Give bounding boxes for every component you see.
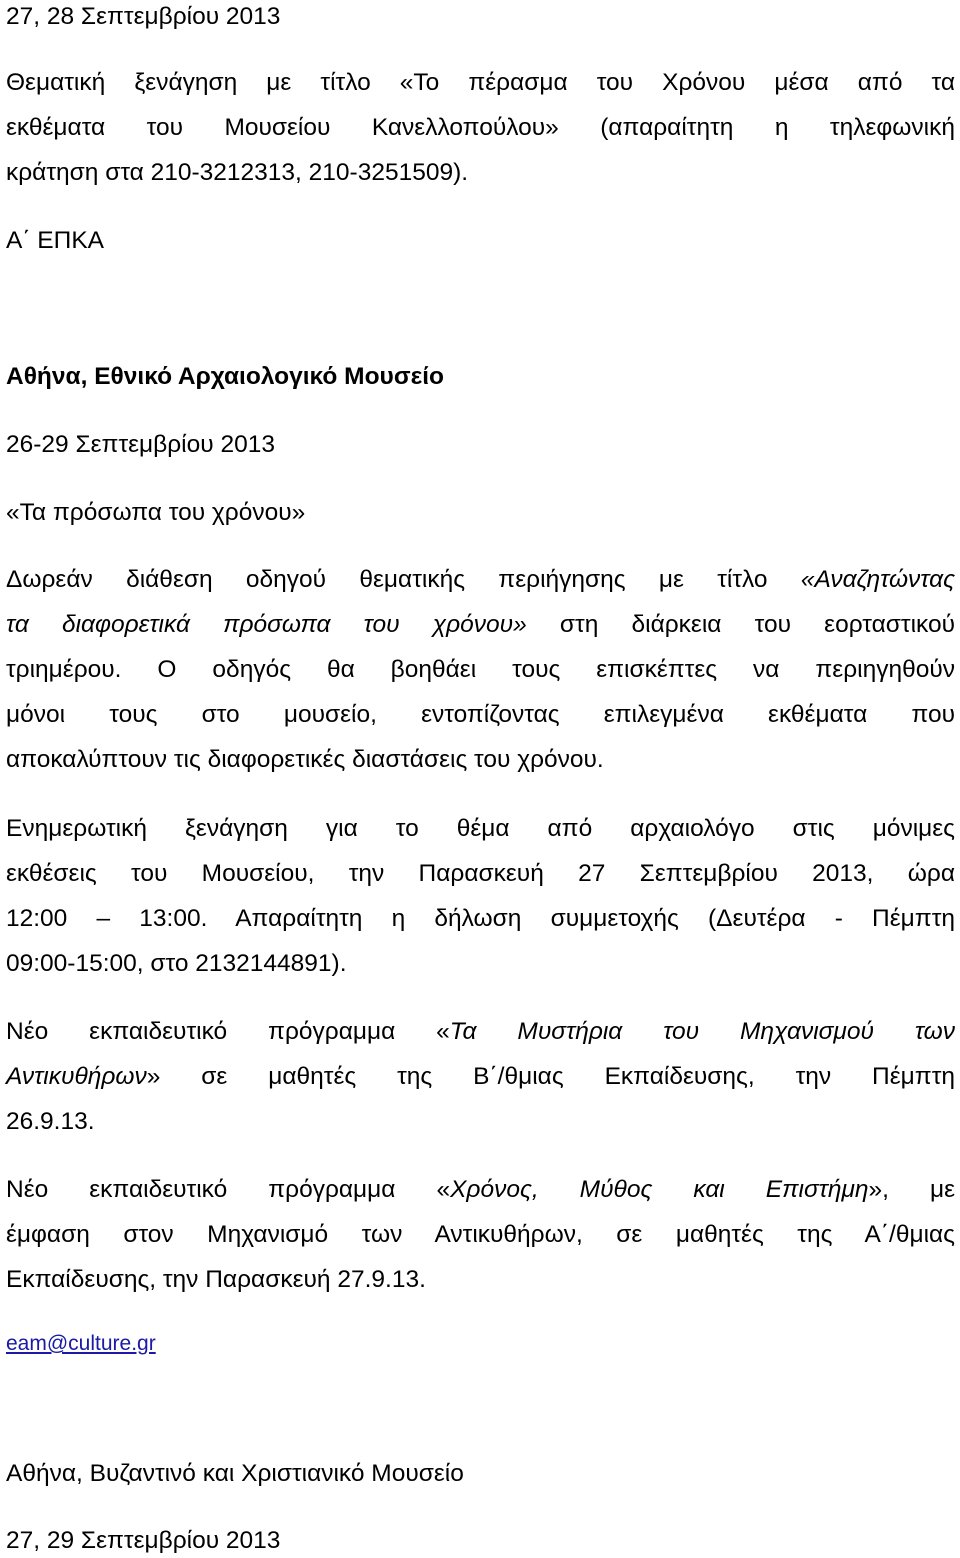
info-tour-line-2: εκθέσεις του Μουσείου, την Παρασκευή 27 Σεπτεμβρίου 2013, ώρα: [6, 860, 955, 887]
guide-line-2-text: στη διάρκεια του εορταστικού: [526, 611, 955, 638]
email-link[interactable]: eam@culture.gr: [6, 1332, 156, 1355]
event-title: «Τα πρόσωπα του χρόνου»: [6, 499, 306, 526]
guide-line-4: μόνοι τους στο μουσείο, εντοπίζοντας επιλεγμένα εκθέματα που: [6, 701, 955, 728]
program2-line-1-text: Νέο εκπαιδευτικό πρόγραμμα «: [6, 1176, 451, 1203]
tour1-line-2: εκθέματα του Μουσείου Κανελλοπούλου» (απαραίτητη η τηλεφωνική: [6, 114, 955, 141]
program2-line-1-end: », με: [868, 1176, 956, 1203]
guide-line-1-text: Δωρεάν διάθεση οδηγού θεματικής περιήγησης με τίτλο: [6, 566, 801, 593]
venue1-heading: Αθήνα, Εθνικό Αρχαιολογικό Μουσείο: [6, 363, 444, 390]
program1-title-start: Τα Μυστήρια του Μηχανισμού των: [449, 1018, 955, 1045]
program1-title-end: Αντικυθήρων: [6, 1063, 147, 1090]
guide-line-3: τριημέρου. Ο οδηγός θα βοηθάει τους επισκέπτες να περιηγηθούν: [6, 656, 955, 683]
guide-line-2: [6, 608, 955, 642]
program1-line-2-text: » σε μαθητές της Β΄/θμιας Εκπαίδευσης, την Πέμπτη: [146, 1063, 955, 1090]
venue1-dates: 26-29 Σεπτεμβρίου 2013: [6, 431, 275, 458]
program2-title: Χρόνος, Μύθος και Επιστήμη: [450, 1176, 869, 1203]
guide-line-5: αποκαλύπτουν τις διαφορετικές διαστάσεις του χρόνου.: [6, 746, 604, 773]
program1-line-1-text: Νέο εκπαιδευτικό πρόγραμμα «: [6, 1018, 450, 1045]
program2-line-1: [6, 1173, 955, 1207]
venue2-heading: Αθήνα, Βυζαντινό και Χριστιανικό Μουσείο: [6, 1460, 464, 1487]
info-tour-line-4: 09:00-15:00, στο 2132144891).: [6, 950, 347, 977]
guide-title-start: «Αναζητώντας: [800, 566, 955, 593]
tour1-line-1: Θεματική ξενάγηση με τίτλο «Το πέρασμα του Χρόνου μέσα από τα: [6, 69, 955, 96]
venue2-dates: 27, 29 Σεπτεμβρίου 2013: [6, 1527, 281, 1554]
program2-line-2: έμφαση στον Μηχανισμό των Αντικυθήρων, σε μαθητές της Α΄/θμιας: [6, 1221, 955, 1248]
program1-line-2: [6, 1060, 955, 1094]
info-tour-line-1: Ενημερωτική ξενάγηση για το θέμα από αρχαιολόγο στις μόνιμες: [6, 815, 955, 842]
guide-line-1: [6, 563, 955, 597]
info-tour-line-3: 12:00 – 13:00. Απαραίτητη η δήλωση συμμετοχής (Δευτέρα - Πέμπτη: [6, 905, 955, 932]
guide-title-end: τα διαφορετικά πρόσωπα του χρόνου»: [6, 611, 527, 638]
top-date: 27, 28 Σεπτεμβρίου 2013: [6, 3, 281, 30]
email-line: [6, 1326, 156, 1361]
program1-line-3: 26.9.13.: [6, 1108, 95, 1135]
program1-line-1: [6, 1015, 955, 1049]
tour1-line-3: κράτηση στα 210-3212313, 210-3251509).: [6, 159, 469, 186]
ephorate-heading: Α΄ ΕΠΚΑ: [6, 227, 105, 254]
program2-line-3: Εκπαίδευσης, την Παρασκευή 27.9.13.: [6, 1266, 426, 1293]
